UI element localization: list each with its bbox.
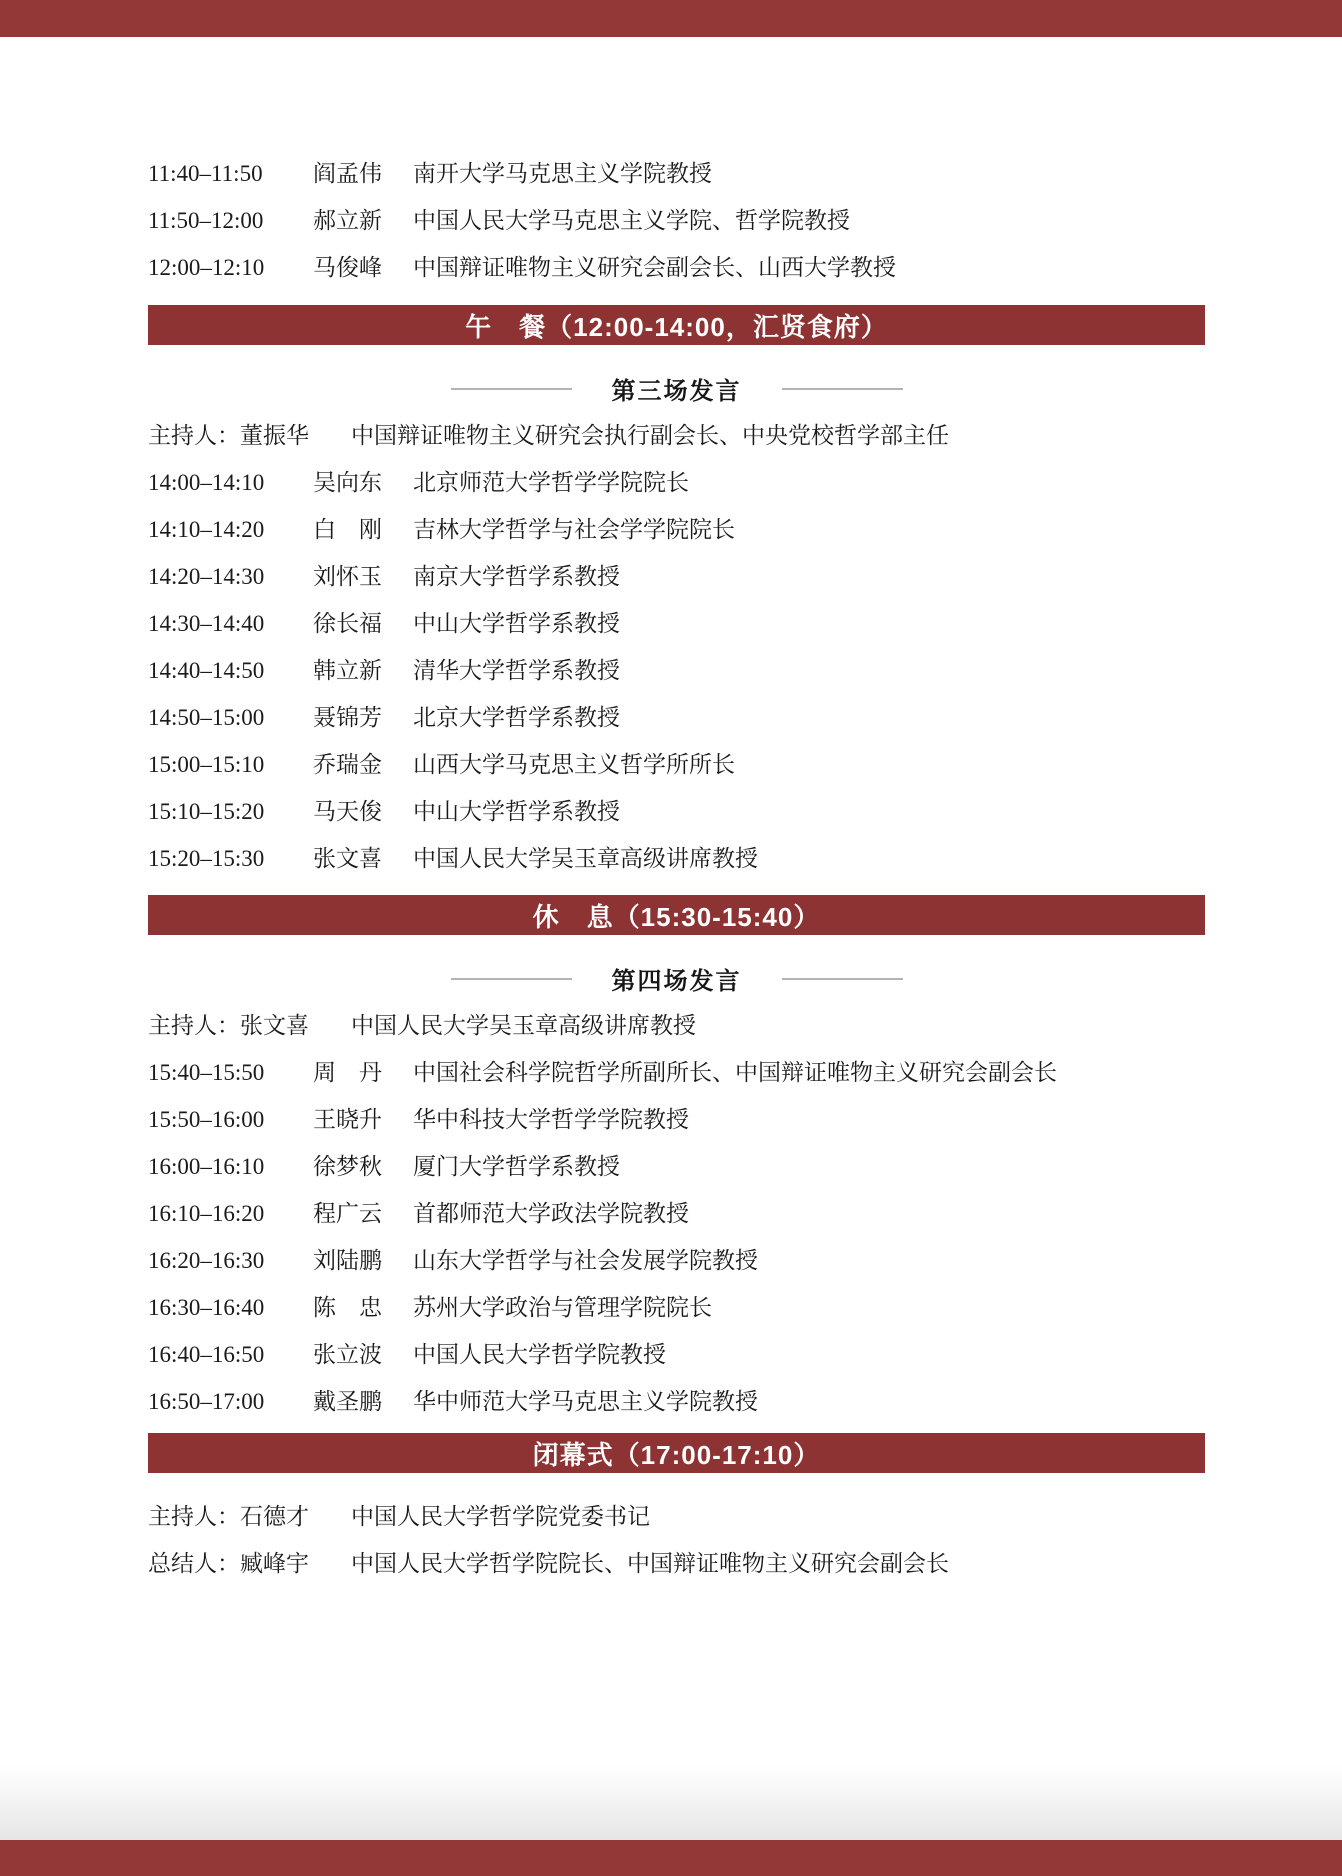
affiliation-cell: 北京大学哲学系教授	[413, 705, 620, 730]
affiliation-cell: 华中科技大学哲学学院教授	[413, 1107, 689, 1132]
speaker-name-cell: 郝立新	[313, 208, 382, 233]
time-cell: 15:50–16:00	[148, 1107, 265, 1132]
schedule-row	[148, 1284, 1205, 1331]
speaker-name-cell: 韩立新	[313, 658, 382, 683]
speaker-name-cell: 程广云	[313, 1201, 382, 1226]
affiliation-cell: 华中师范大学马克思主义学院教授	[413, 1389, 758, 1414]
speaker-name-cell: 聂锦芳	[313, 705, 382, 730]
speaker-name-cell: 阎孟伟	[313, 161, 382, 186]
role-label: 主持人：	[148, 1013, 240, 1038]
closing-people	[148, 1493, 1205, 1587]
affiliation-cell: 苏州大学政治与管理学院院长	[413, 1295, 712, 1320]
session-header	[148, 365, 1205, 412]
affiliation-cell: 中国人民大学马克思主义学院、哲学院教授	[413, 208, 850, 233]
schedule-row	[148, 1331, 1205, 1378]
time-cell: 16:00–16:10	[148, 1154, 265, 1179]
session-title: 第三场发言	[611, 378, 742, 405]
schedule-row	[148, 197, 1205, 244]
affiliation-cell: 南开大学马克思主义学院教授	[413, 161, 712, 186]
closing-person-line	[148, 1540, 1205, 1587]
header-line-right	[782, 388, 903, 390]
closing-person-line	[148, 1493, 1205, 1540]
schedule-row	[148, 741, 1205, 788]
time-cell: 15:10–15:20	[148, 799, 265, 824]
session-4	[148, 955, 1205, 1425]
affiliation-cell: 首都师范大学政法学院教授	[413, 1201, 689, 1226]
speaker-name-cell: 周 丹	[313, 1060, 382, 1085]
speaker-name-cell: 徐梦秋	[313, 1154, 382, 1179]
person-name: 臧峰宇	[240, 1551, 309, 1576]
speaker-name-cell: 乔瑞金	[313, 752, 382, 777]
time-cell: 14:50–15:00	[148, 705, 265, 730]
affiliation-cell: 山东大学哲学与社会发展学院教授	[413, 1248, 758, 1273]
speaker-name-cell: 刘陆鹏	[313, 1248, 382, 1273]
affiliation-cell: 中国社会科学院哲学所副所长、中国辩证唯物主义研究会副会长	[413, 1060, 1057, 1085]
affiliation-cell: 清华大学哲学系教授	[413, 658, 620, 683]
schedule-row	[148, 506, 1205, 553]
person-affiliation: 中国人民大学吴玉章高级讲席教授	[351, 1013, 696, 1038]
speaker-name-cell: 张文喜	[313, 846, 382, 871]
time-cell: 12:00–12:10	[148, 255, 265, 280]
affiliation-cell: 厦门大学哲学系教授	[413, 1154, 620, 1179]
person-affiliation: 中国辩证唯物主义研究会执行副会长、中央党校哲学部主任	[351, 423, 949, 448]
speaker-name-cell: 白 刚	[313, 517, 382, 542]
time-cell: 16:20–16:30	[148, 1248, 265, 1273]
schedule-row	[148, 788, 1205, 835]
affiliation-cell: 中国人民大学吴玉章高级讲席教授	[413, 846, 758, 871]
bottom-red-bar	[0, 1840, 1342, 1876]
time-cell: 15:00–15:10	[148, 752, 265, 777]
schedule-row	[148, 553, 1205, 600]
schedule-row	[148, 1143, 1205, 1190]
moderator-line	[148, 1002, 1205, 1049]
header-line-left	[451, 978, 572, 980]
speaker-name-cell: 吴向东	[313, 470, 382, 495]
person-affiliation: 中国人民大学哲学院院长、中国辩证唯物主义研究会副会长	[351, 1551, 949, 1576]
affiliation-cell: 中国辩证唯物主义研究会副会长、山西大学教授	[413, 255, 896, 280]
speaker-name-cell: 徐长福	[313, 611, 382, 636]
schedule-row	[148, 459, 1205, 506]
time-cell: 16:40–16:50	[148, 1342, 265, 1367]
schedule-content	[148, 37, 1205, 1587]
schedule-row	[148, 647, 1205, 694]
schedule-row	[148, 1049, 1205, 1096]
schedule-row	[148, 1378, 1205, 1425]
session-title: 第四场发言	[611, 968, 742, 995]
speaker-name-cell: 王晓升	[313, 1107, 382, 1132]
person-name: 董振华	[240, 423, 309, 448]
schedule-row	[148, 1190, 1205, 1237]
speaker-name-cell: 张立波	[313, 1342, 382, 1367]
time-cell: 11:50–12:00	[148, 208, 264, 233]
schedule-row	[148, 694, 1205, 741]
top-red-bar	[0, 0, 1342, 37]
speaker-name-cell: 刘怀玉	[313, 564, 382, 589]
affiliation-cell: 北京师范大学哲学学院院长	[413, 470, 689, 495]
header-line-right	[782, 978, 903, 980]
bottom-page-shade	[0, 1765, 1342, 1840]
header-line-left	[451, 388, 572, 390]
affiliation-cell: 吉林大学哲学与社会学学院院长	[413, 517, 735, 542]
time-cell: 14:30–14:40	[148, 611, 265, 636]
role-label: 主持人：	[148, 423, 240, 448]
affiliation-cell: 山西大学马克思主义哲学所所长	[413, 752, 735, 777]
closing-banner: 闭幕式（17:00-17:10）	[148, 1433, 1205, 1473]
time-cell: 16:50–17:00	[148, 1389, 265, 1414]
affiliation-cell: 南京大学哲学系教授	[413, 564, 620, 589]
person-affiliation: 中国人民大学哲学院党委书记	[351, 1504, 650, 1529]
affiliation-cell: 中国人民大学哲学院教授	[413, 1342, 666, 1367]
morning-session-tail	[148, 150, 1205, 291]
break-banner: 休 息（15:30-15:40）	[148, 895, 1205, 935]
moderator-line	[148, 412, 1205, 459]
time-cell: 14:00–14:10	[148, 470, 265, 495]
schedule-row	[148, 244, 1205, 291]
time-cell: 16:30–16:40	[148, 1295, 265, 1320]
speaker-name-cell: 陈 忠	[313, 1295, 382, 1320]
person-name: 张文喜	[240, 1013, 309, 1038]
person-name: 石德才	[240, 1504, 309, 1529]
session-3	[148, 365, 1205, 882]
time-cell: 14:20–14:30	[148, 564, 265, 589]
time-cell: 14:10–14:20	[148, 517, 265, 542]
speaker-name-cell: 马天俊	[313, 799, 382, 824]
schedule-row	[148, 835, 1205, 882]
role-label: 主持人：	[148, 1504, 240, 1529]
time-cell: 16:10–16:20	[148, 1201, 265, 1226]
time-cell: 15:40–15:50	[148, 1060, 265, 1085]
affiliation-cell: 中山大学哲学系教授	[413, 611, 620, 636]
speaker-name-cell: 马俊峰	[313, 255, 382, 280]
session-header	[148, 955, 1205, 1002]
schedule-row	[148, 150, 1205, 197]
affiliation-cell: 中山大学哲学系教授	[413, 799, 620, 824]
schedule-row	[148, 1096, 1205, 1143]
time-cell: 14:40–14:50	[148, 658, 265, 683]
schedule-row	[148, 1237, 1205, 1284]
role-label: 总结人：	[148, 1551, 240, 1576]
lunch-banner: 午 餐（12:00-14:00，汇贤食府）	[148, 305, 1205, 345]
time-cell: 15:20–15:30	[148, 846, 265, 871]
time-cell: 11:40–11:50	[148, 161, 263, 186]
speaker-name-cell: 戴圣鹏	[313, 1389, 382, 1414]
schedule-row	[148, 600, 1205, 647]
